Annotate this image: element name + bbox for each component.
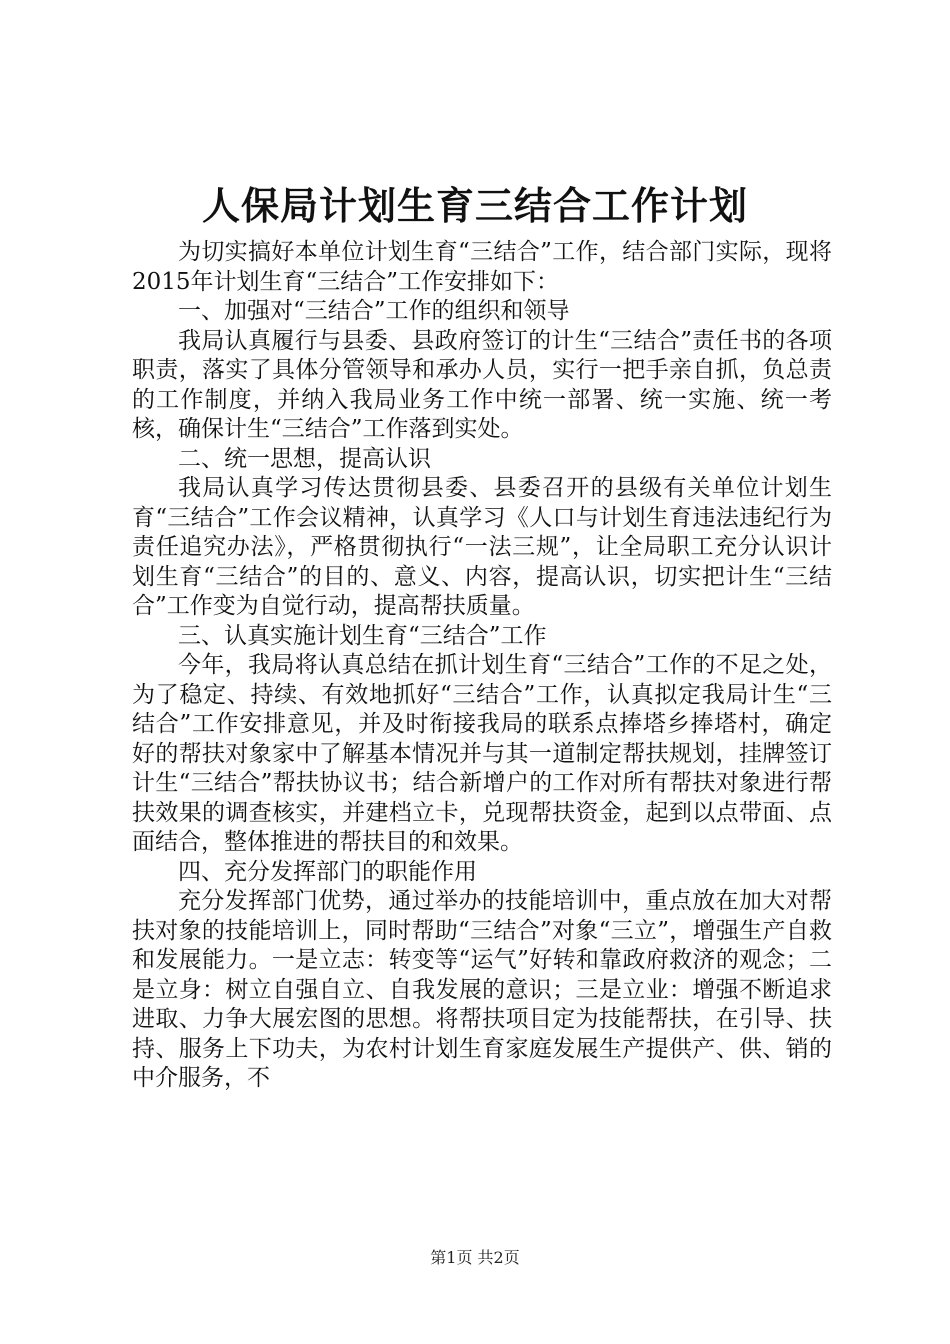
section-heading-2: 二、统一思想，提高认识: [178, 445, 431, 472]
section-heading-1: 一、加强对“三结合”工作的组织和领导: [178, 298, 570, 324]
section-heading-4: 四、充分发挥部门的职能作用: [178, 858, 477, 885]
document-body: [132, 238, 832, 1094]
section-heading-3: 三、认真实施计划生育“三结合”工作: [178, 622, 547, 649]
document-title: 人保局计划生育三结合工作计划: [201, 183, 748, 228]
page-number: 第1页 共2页: [430, 1248, 520, 1267]
intro-paragraph: 为切实搞好本单位计划生育“三结合”工作，结合部门实际，现将2015年计划生育“三结合”工作安排如下：: [132, 239, 832, 295]
section-paragraph-3: 今年，我局将认真总结在抓计划生育“三结合”工作的不足之处，为了稳定、持续、有效地抓好“三结合”工作，认真拟定我局计生“三结合”工作安排意见，并及时衔接我局的联系点捧塔乡捧塔村，确定好的帮扶对象家中了解基本情况并与其一道制定帮扶规划，挂牌签订计生“三结合”帮扶协议书；结合新增户的工作对所有帮扶对象进行帮扶效果的调查核实，并建档立卡，兑现帮扶资金，起到以点带面、点面结合，整体推进的帮扶目的和效果。: [132, 652, 832, 855]
section-paragraph-4: 充分发挥部门优势，通过举办的技能培训中，重点放在加大对帮扶对象的技能培训上，同时帮助“三结合”对象“三立”，增强生产自救和发展能力。一是立志：转变等“运气”好转和靠政府救济的观念；二是立身：树立自强自立、自我发展的意识；三是立业：增强不断追求进取、力争大展宏图的思想。将帮扶项目定为技能帮扶，在引导、扶持、服务上下功夫，为农村计划生育家庭发展生产提供产、供、销的中介服务，不: [132, 888, 832, 1091]
section-paragraph-2: 我局认真学习传达贯彻县委、县委召开的县级有关单位计划生育“三结合”工作会议精神，认真学习《人口与计划生育违法违纪行为责任追究办法》，严格贯彻执行“一法三规”，让全局职工充分认识计划生育“三结合”的目的、意义、内容，提高认识，切实把计生“三结合”工作变为自觉行动，提高帮扶质量。: [132, 475, 832, 619]
section-paragraph-1: 我局认真履行与县委、县政府签订的计生“三结合”责任书的各项职责，落实了具体分管领导和承办人员，实行一把手亲自抓，负总责的工作制度，并纳入我局业务工作中统一部署、统一实施、统一考核，确保计生“三结合”工作落到实处。: [132, 327, 832, 442]
